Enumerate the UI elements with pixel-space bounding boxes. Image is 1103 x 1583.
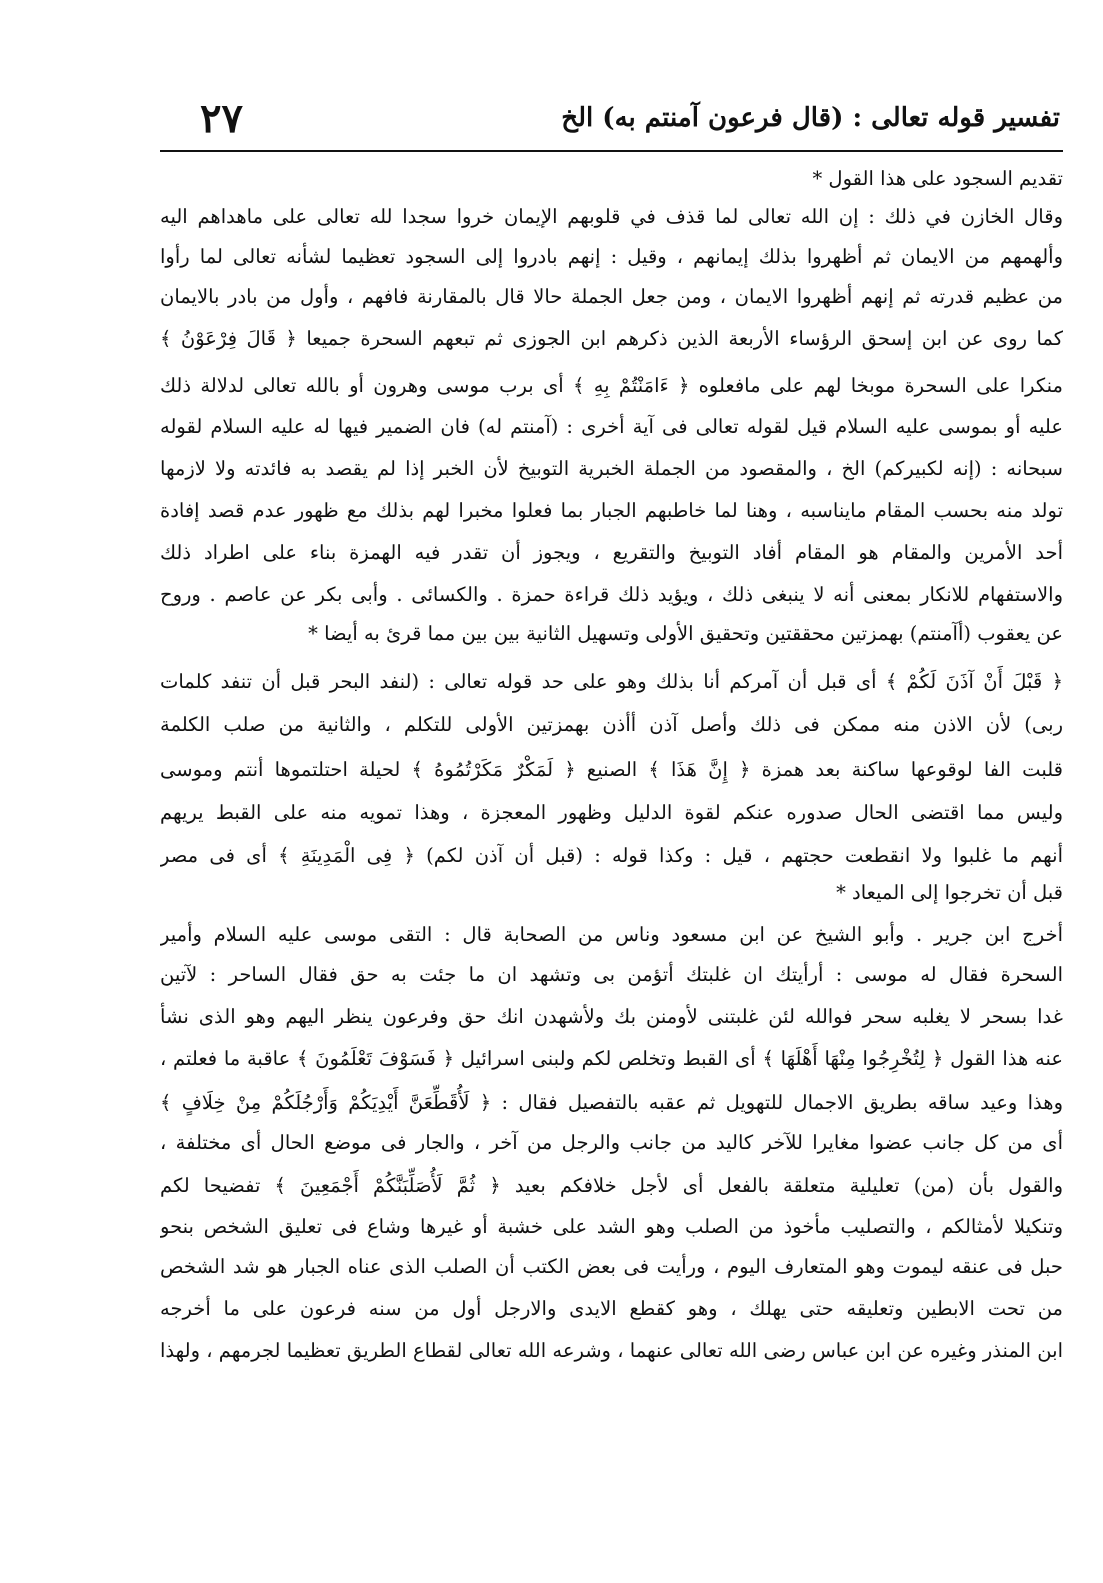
text-line: وقال الخازن في ذلك : إن الله تعالى لما قذف في قلوبهم الإيمان خروا سجدا لله تعالى على ماهداهم اليه: [160, 205, 1063, 228]
text-line: سبحانه : (إنه لكبيركم) الخ ، والمقصود من الجملة الخبرية التوبيخ لأن الخبر إذا لم يقصد به فائدته ولا لازمها: [160, 457, 1063, 480]
text-line: أنهم ما غلبوا ولا انقطعت حجتهم ، قيل : وكذا قوله : (قبل أن آذن لكم) ﴿ فِى الْمَدِينَةِ ﴾ أى فى مصر: [160, 844, 1063, 867]
text-line: والاستفهام للانكار بمعنى أنه لا ينبغى ذلك ، ويؤيد ذلك قراءة حمزة . والكسائى . وأبى بكر عن عاصم . وروح: [160, 583, 1063, 606]
text-line: أى من كل جانب عضوا مغايرا للآخر كاليد من جانب والرجل من آخر ، والجار فى موضع الحال أى مختلفة ،: [160, 1131, 1063, 1154]
text-line: ربى) لأن الاذن منه ممكن فى ذلك وأصل آذن أأذن بهمزتين الأولى للتكلم ، والثانية من صلب الكلمة: [160, 713, 1063, 736]
text-line: تقديم السجود على هذا القول *: [812, 167, 1063, 190]
text-line: والقول بأن (من) تعليلية متعلقة بالفعل أى لأجل خلافكم بعيد ﴿ ثُمَّ لَأُصَلِّبَنَّكُمْ أَجْمَعِينَ ﴾ تفضيحا لكم: [160, 1174, 1063, 1197]
text-line: قبل أن تخرجوا إلى الميعاد *: [836, 881, 1063, 904]
text-line: وليس مما اقتضى الحال صدوره عنكم لقوة الدليل وظهور المعجزة ، وهذا تمويه منه على القبط يريهم: [160, 801, 1063, 824]
text-line: من تحت الابطين وتعليقه حتى يهلك ، وهو كقطع الايدى والارجل أول من سنه فرعون على ما أخرجه: [160, 1297, 1063, 1320]
page-number: ٢٧: [200, 95, 243, 142]
text-line: عنه هذا القول ﴿ لِتُخْرِجُوا مِنْهَا أَهْلَهَا ﴾ أى القبط وتخلص لكم ولبنى اسرائيل ﴿ فَسَوْفَ تَعْلَمُونَ ﴾ عاقبة ما فعلتم ،: [160, 1047, 1063, 1070]
text-line: أحد الأمرين والمقام هو المقام أفاد التوبيخ والتقريع ، ويجوز أن تقدر فيه الهمزة بناء على اطراد ذلك: [160, 541, 1063, 564]
text-line: غدا بسحر لا يغلبه سحر فوالله لئن غلبتنى لأومنن بك ولأشهدن انك حق وفرعون ينظر اليهم وهو الذى نشأ: [160, 1005, 1063, 1028]
text-line: كما روى عن ابن إسحق الرؤساء الأربعة الذين ذكرهم ابن الجوزى ثم تبعهم السحرة جميعا ﴿ قَالَ فِرْعَوْنُ ﴾: [160, 327, 1063, 350]
text-line: ابن المنذر وغيره عن ابن عباس رضى الله تعالى عنهما ، وشرعه الله تعالى لقطاع الطريق تعظيما لجرمهم ، ولهذا: [160, 1339, 1063, 1362]
running-title: تفسير قوله تعالى : (قال فرعون آمنتم به) الخ: [561, 103, 1060, 133]
text-line: عليه أو بموسى عليه السلام قيل لقوله تعالى فى آية أخرى : (آمنتم له) فان الضمير فيها له عليه السلام لقوله: [160, 415, 1063, 438]
text-line: وألهمهم من الايمان ثم أظهروا بذلك إيمانهم ، وقيل : إنهم بادروا إلى السجود تعظيما لشأنه تعالى لما رأوا: [160, 245, 1063, 268]
text-line: قلبت الفا لوقوعها ساكنة بعد همزة ﴿ إِنَّ هَذَا ﴾ الصنيع ﴿ لَمَكْرٌ مَكَرْتُمُوهُ ﴾ لحيلة احتلتموها أنتم وموسى: [160, 758, 1063, 781]
text-line: تولد منه بحسب المقام مايناسبه ، وهنا لما خاطبهم الجبار بما فعلوا مخبرا لهم بذلك مع ظهور عدم قصد إفادة: [160, 499, 1063, 522]
text-line: أخرج ابن جرير . وأبو الشيخ عن ابن مسعود وناس من الصحابة قال : التقى موسى عليه السلام وأمير: [160, 923, 1063, 946]
text-line: وتنكيلا لأمثالكم ، والتصليب مأخوذ من الصلب وهو الشد على خشبة أو غيرها وشاع فى تعليق الشخص بنحو: [160, 1215, 1063, 1238]
header-divider: [160, 150, 1063, 152]
text-line: عن يعقوب (أآمنتم) بهمزتين محققتين وتحقيق الأولى وتسهيل الثانية بين بين مما قرئ به أيضا *: [308, 622, 1063, 645]
page-header: [160, 95, 1060, 151]
text-line: وهذا وعيد ساقه بطريق الاجمال للتهويل ثم عقبه بالتفصيل فقال : ﴿ لَأُقَطِّعَنَّ أَيْدِيَكُمْ وَأَرْجُلَكُمْ مِنْ خِلَافٍ ﴾: [160, 1091, 1063, 1114]
text-line: ﴿ قَبْلَ أَنْ آذَنَ لَكُمْ ﴾ أى قبل أن آمركم أنا بذلك وهو على حد قوله تعالى : (لنفد البحر قبل أن تنفد كلمات: [160, 670, 1063, 693]
text-line: منكرا على السحرة موبخا لهم على مافعلوه ﴿ ءَامَنْتُمْ بِهِ ﴾ أى برب موسى وهرون أو بالله تعالى لدلالة ذلك: [160, 374, 1063, 397]
text-line: حبل فى عنقه ليموت وهو المتعارف اليوم ، ورأيت فى بعض الكتب أن الصلب الذى عناه الجبار هو شد الشخص: [160, 1255, 1063, 1278]
text-line: من عظيم قدرته ثم إنهم أظهروا الايمان ، ومن جعل الجملة حالا قال بالمقارنة فافهم ، وأول من بادر بالايمان: [160, 285, 1063, 308]
text-line: السحرة فقال له موسى : أرأيتك ان غلبتك أتؤمن بى وتشهد ان ما جئت به حق فقال الساحر : لآتين: [160, 963, 1063, 986]
